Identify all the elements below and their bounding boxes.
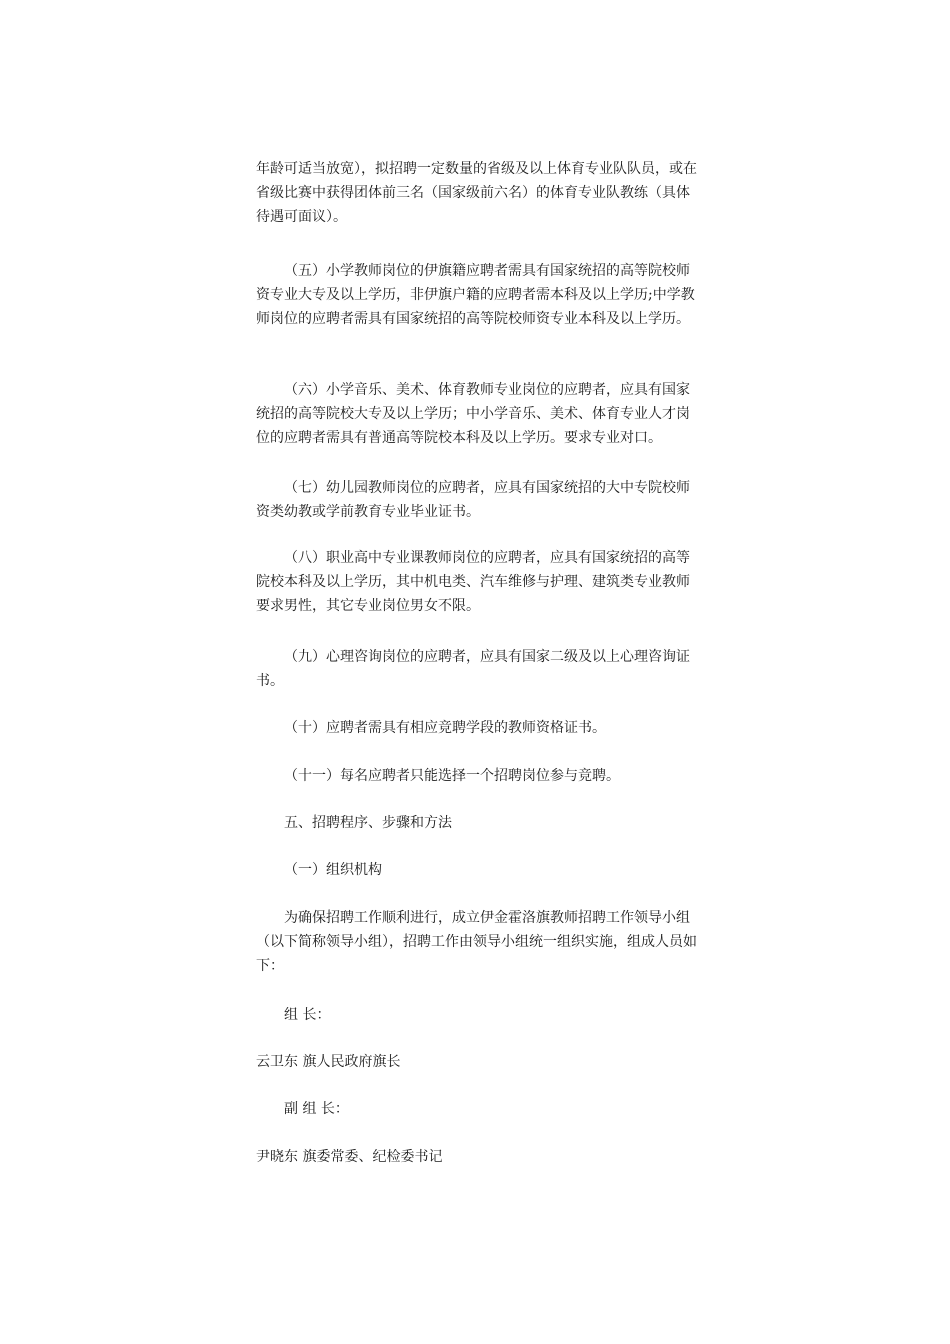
paragraph-item-6: （六）小学音乐、美术、体育教师专业岗位的应聘者，应具有国家统招的高等院校大专及以上学历；中小学音乐、美术、体育专业人才岗位的应聘者需具有普通高等院校本科及以上学历。要求专业对口。 <box>256 382 690 446</box>
member-group-leader: 云卫东 旗人民政府旗长 <box>256 1054 401 1070</box>
paragraph-leadership-group: 为确保招聘工作顺利进行，成立伊金霍洛旗教师招聘工作领导小组（以下简称领导小组），招聘工作由领导小组统一组织实施，组成人员如下： <box>256 910 697 974</box>
member-deputy-leader: 尹晓东 旗委常委、纪检委书记 <box>256 1149 443 1165</box>
label-deputy-leader: 副 组 长： <box>284 1101 349 1117</box>
paragraph-item-5: （五）小学教师岗位的伊旗籍应聘者需具有国家统招的高等院校师资专业大专及以上学历，非伊旗户籍的应聘者需本科及以上学历;中学教师岗位的应聘者需具有国家统招的高等院校师资专业本科及以上学历。 <box>256 263 695 327</box>
paragraph-item-9: （九）心理咨询岗位的应聘者，应具有国家二级及以上心理咨询证书。 <box>256 649 690 689</box>
paragraph-item-7: （七）幼儿园教师岗位的应聘者，应具有国家统招的大中专院校师资类幼教或学前教育专业毕业证书。 <box>256 480 690 520</box>
section-heading-5: 五、招聘程序、步骤和方法 <box>284 815 452 831</box>
subsection-heading-organization: （一）组织机构 <box>284 862 382 878</box>
paragraph-age-requirement: 年龄可适当放宽），拟招聘一定数量的省级及以上体育专业队队员，或在省级比赛中获得团体前三名（国家级前六名）的体育专业队教练（具体待遇可面议）。 <box>256 161 697 225</box>
paragraph-item-11: （十一）每名应聘者只能选择一个招聘岗位参与竞聘。 <box>284 768 620 784</box>
paragraph-item-8: （八）职业高中专业课教师岗位的应聘者，应具有国家统招的高等院校本科及以上学历，其中机电类、汽车维修与护理、建筑类专业教师要求男性，其它专业岗位男女不限。 <box>256 550 690 614</box>
paragraph-item-10: （十）应聘者需具有相应竞聘学段的教师资格证书。 <box>284 720 606 736</box>
label-group-leader: 组 长： <box>284 1007 331 1023</box>
